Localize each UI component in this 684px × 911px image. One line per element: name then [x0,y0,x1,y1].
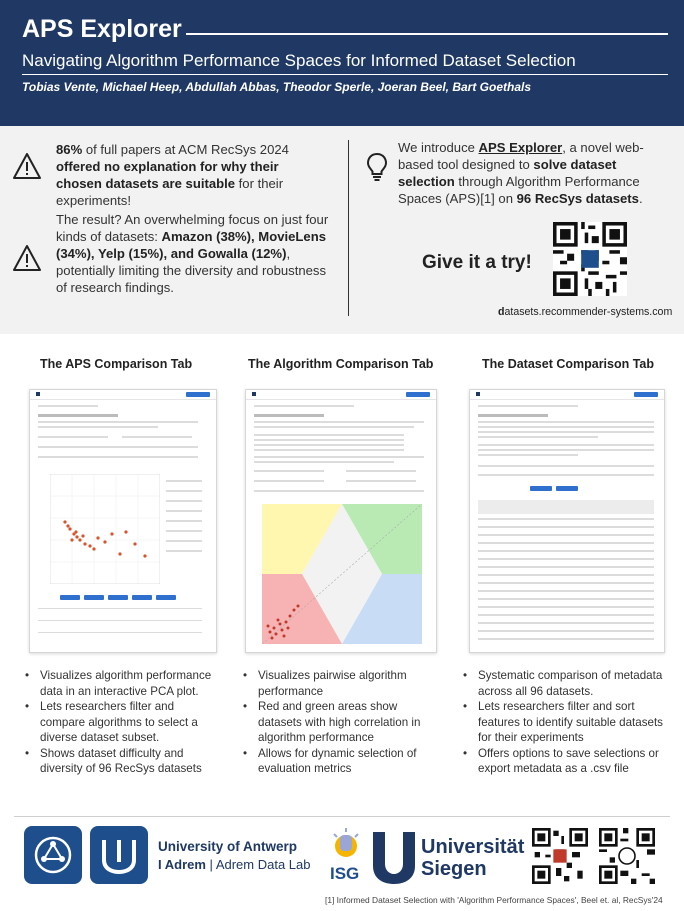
plot-button [132,595,152,600]
url-first-letter: d [498,306,505,318]
stat-86: 86% [56,142,83,157]
app-logo [252,392,256,396]
panel-text [478,421,654,423]
app-navbar [246,390,436,400]
table-row [478,590,654,592]
select-field [38,436,108,438]
panel-text [38,426,158,428]
para2-text-a: The result? An overwhelming focus on just four kinds of datasets: [56,212,329,244]
footer-divider [14,816,670,817]
para2-text-b: , potentially limiting the diversity and robustness of research findings. [56,246,327,295]
save-selection-button [530,486,552,491]
plot-button [156,595,176,600]
para1-text-a: of full papers at ACM RecSys 2024 [82,142,289,157]
para3-text-a: We introduce [398,140,479,155]
plot-button [60,595,80,600]
panel-heading [254,414,324,417]
bullet: • Visualizes pairwise algorithm performance [240,668,436,699]
website-url[interactable] [498,306,672,318]
select-field [254,480,324,482]
pca-scatter-plot [50,474,160,584]
title-rule [186,33,668,35]
siegen-logo [371,830,531,886]
table-row [478,550,654,552]
warning-icon [12,244,42,272]
table-row [478,526,654,528]
poster-subtitle: Navigating Algorithm Performance Spaces for Informed Dataset Selection [22,51,576,70]
algorithm-tab-screenshot [245,389,437,653]
legend-row [166,550,202,552]
table-row [478,518,654,520]
siegen-text-2: Siegen [421,858,487,880]
author-list: Tobias Vente, Michael Heep, Abdullah Abbas, Theodor Sperle, Joeran Beel, Bart Goethals [22,80,532,94]
tab-title-algorithm: The Algorithm Comparison Tab [248,357,434,371]
para3-text-c: through Algorithm Performance Spaces (APS)[1] on [398,174,640,206]
intro-divider [348,140,349,316]
select-field [346,470,416,472]
panel-text [254,456,424,458]
para3-bold-1: solve dataset selection [398,157,617,189]
panel-text [254,439,404,441]
panel-text [478,454,578,456]
tool-name: APS Explorer [478,140,563,155]
university-logo [24,826,150,884]
para1-bold: offered no explanation for why their chosen datasets are suitable [56,159,279,191]
adrem-lab-name: I Adrem | Adrem Data Lab [158,857,311,872]
intro-para-3 [398,139,658,207]
accordion-row [38,632,202,633]
legend-row [166,480,202,482]
bullet: • Shows dataset difficulty and diversity of 96 RecSys datasets [22,746,212,777]
table-row [478,614,654,616]
qr-code-1[interactable] [532,828,588,884]
table-row [478,542,654,544]
subtitle-rule [22,74,668,75]
app-logo [36,392,40,396]
table-row [478,638,654,640]
app-navbar [30,390,216,400]
bullet: • Lets researchers filter and sort features to identify suitable datasets for their experiments [460,699,666,746]
try-it-label: Give it a try! [422,252,532,273]
export-csv-button [556,486,578,491]
panel-text [478,449,654,451]
isg-text: ISG [330,864,360,883]
filter-row [254,490,424,492]
table-row [478,606,654,608]
adrem-mark: I Adrem [158,857,206,872]
dataset-tab-bullets [460,668,666,777]
para3-text-b: , a novel web-based tool designed to [398,140,644,172]
adrem-lab: Adrem Data Lab [215,857,311,872]
legend-row [166,530,202,532]
bullet: • Visualizes algorithm performance data in an interactive PCA plot. [22,668,212,699]
table-row [478,630,654,632]
panel-text [478,431,654,433]
intro-para-1 [56,141,328,209]
para1-text-b: for their experiments! [56,176,284,208]
accordion-row [38,620,202,621]
panel-text [254,449,404,451]
filter-row [38,446,198,448]
bullet: • Systematic comparison of metadata across all 96 datasets. [460,668,666,699]
app-navbar [470,390,664,400]
select-field [346,480,416,482]
intro-para-2 [56,211,332,296]
legend-row [166,520,202,522]
bullet: • Lets researchers filter and compare algorithms to select a diverse dataset subset. [22,699,212,746]
table-row [478,558,654,560]
panel-heading [478,414,548,417]
plot-button [84,595,104,600]
panel-text [254,426,414,428]
table-row [478,582,654,584]
siegen-text-1: Universität [421,836,525,858]
filter-row [478,465,654,467]
tab-strip [38,405,98,407]
isg-emblem [324,826,368,866]
qr-code-2[interactable] [599,828,655,884]
tab-strip [254,405,354,407]
panel-text [478,436,598,438]
para3-text-d: . [638,191,643,206]
select-field [254,470,324,472]
panel-text [478,444,654,446]
para3-bold-2: 96 RecSys datasets [516,191,639,206]
url-rest: atasets.recommender-systems.com [504,306,673,318]
poster-title: APS Explorer [22,15,182,43]
siegen-emblem [371,830,417,886]
citation: [1] Informed Dataset Selection with 'Algorithm Performance Spaces', Beel et. al, RecSys'24 [325,895,663,905]
filter-row [478,474,654,476]
filter-row [38,456,198,458]
legend-row [166,500,202,502]
accordion-row [38,608,202,609]
legend-row [166,510,202,512]
panel-text [38,421,198,423]
panel-text [254,444,404,446]
tab-strip [478,405,578,407]
bullet: • Allows for dynamic selection of evaluation metrics [240,746,436,777]
aps-tab-screenshot [29,389,217,653]
tab-title-dataset: The Dataset Comparison Tab [482,357,655,371]
plot-button [108,595,128,600]
panel-heading [38,414,118,417]
nav-button [406,392,430,397]
panel-text [254,461,394,463]
warning-icon [12,152,42,180]
algorithm-tab-bullets [240,668,436,777]
bullet: • Red and green areas show datasets with high correlation in algorithm performance [240,699,436,746]
lightbulb-icon [366,152,388,182]
bullet: • Offers options to save selections or export metadata as a .csv file [460,746,666,777]
legend-row [166,540,202,542]
table-header [478,500,654,514]
table-row [478,598,654,600]
university-name: University of Antwerp [158,839,298,854]
app-logo [476,392,480,396]
panel-text [478,426,654,428]
poster-header [0,0,684,126]
table-row [478,566,654,568]
nav-button [634,392,658,397]
aps-tab-bullets [22,668,212,777]
tab-title-aps: The APS Comparison Tab [40,357,193,371]
isg-logo [324,826,368,888]
legend-row [166,490,202,492]
website-qr-code[interactable] [553,222,627,296]
dataset-shares: Amazon (38%), MovieLens (34%), Yelp (15%), and Gowalla (12%) [56,229,326,261]
nav-button [186,392,210,397]
panel-text [254,421,424,423]
pairwise-comparison-plot [262,504,422,644]
table-row [478,622,654,624]
panel-text [254,434,404,436]
dataset-tab-screenshot [469,389,665,653]
select-field [122,436,192,438]
table-row [478,534,654,536]
table-row [478,574,654,576]
